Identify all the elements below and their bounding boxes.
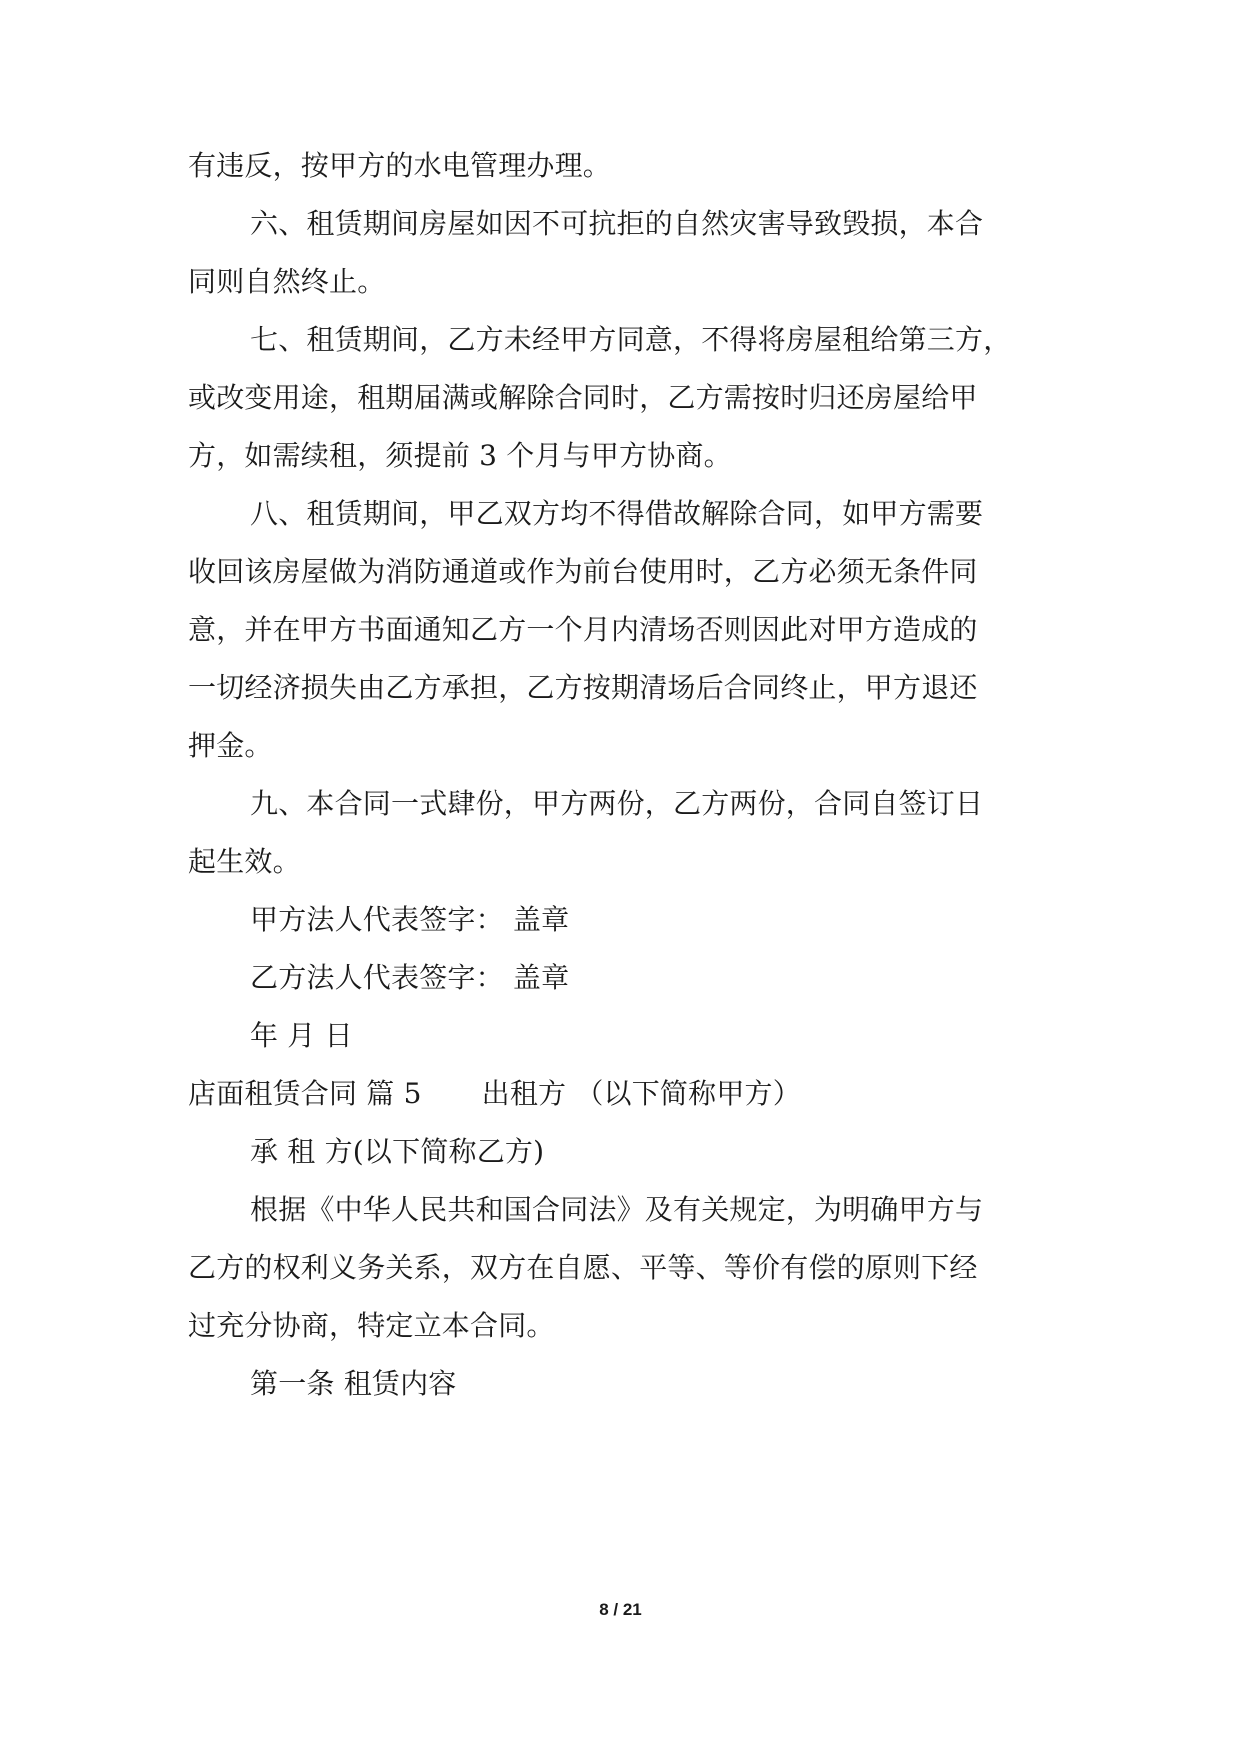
text-line: 一切经济损失由乙方承担，乙方按期清场后合同终止，甲方退还: [188, 671, 978, 704]
preamble: 根据《中华人民共和国合同法》及有关规定，为明确甲方与: [250, 1193, 984, 1226]
lessor-label: 出租方 （以下简称甲方）: [481, 1077, 801, 1110]
text-line: 乙方的权利义务关系，双方在自愿、平等、等价有偿的原则下经: [188, 1251, 978, 1284]
text-line: 收回该房屋做为消防通道或作为前台使用时，乙方必须无条件同: [188, 555, 978, 588]
page-number: 8 / 21: [599, 1600, 642, 1619]
text-line: 押金。: [188, 729, 273, 762]
clause-six: 六、租赁期间房屋如因不可抗拒的自然灾害导致毁损，本合: [250, 207, 984, 240]
lessee-label: 承 租 方(以下简称乙方): [250, 1135, 545, 1168]
section-title: 店面租赁合同 篇 5: [188, 1077, 422, 1110]
clause-eight: 八、租赁期间，甲乙双方均不得借故解除合同，如甲方需要: [250, 497, 984, 530]
date-line: 年 月 日: [250, 1019, 353, 1052]
party-a-signature-line: 甲方法人代表签字： 盖章: [250, 903, 570, 936]
text-line: 有违反，按甲方的水电管理办理。: [188, 149, 612, 182]
section-heading: [188, 1074, 801, 1114]
text-line: 或改变用途，租期届满或解除合同时，乙方需按时归还房屋给甲: [188, 381, 978, 414]
text-line: 同则自然终止。: [188, 265, 386, 298]
text-line: 方，如需续租，须提前 3 个月与甲方协商。: [188, 439, 732, 472]
article-one-heading: 第一条 租赁内容: [250, 1367, 457, 1400]
party-b-signature-line: 乙方法人代表签字： 盖章: [250, 961, 570, 994]
text-line: 起生效。: [188, 845, 301, 878]
text-line: 过充分协商，特定立本合同。: [188, 1309, 555, 1342]
clause-seven: 七、租赁期间，乙方未经甲方同意，不得将房屋租给第三方，: [250, 323, 1012, 356]
clause-nine: 九、本合同一式肆份，甲方两份，乙方两份，合同自签订日: [250, 787, 984, 820]
text-line: 意，并在甲方书面通知乙方一个月内清场否则因此对甲方造成的: [188, 613, 978, 646]
